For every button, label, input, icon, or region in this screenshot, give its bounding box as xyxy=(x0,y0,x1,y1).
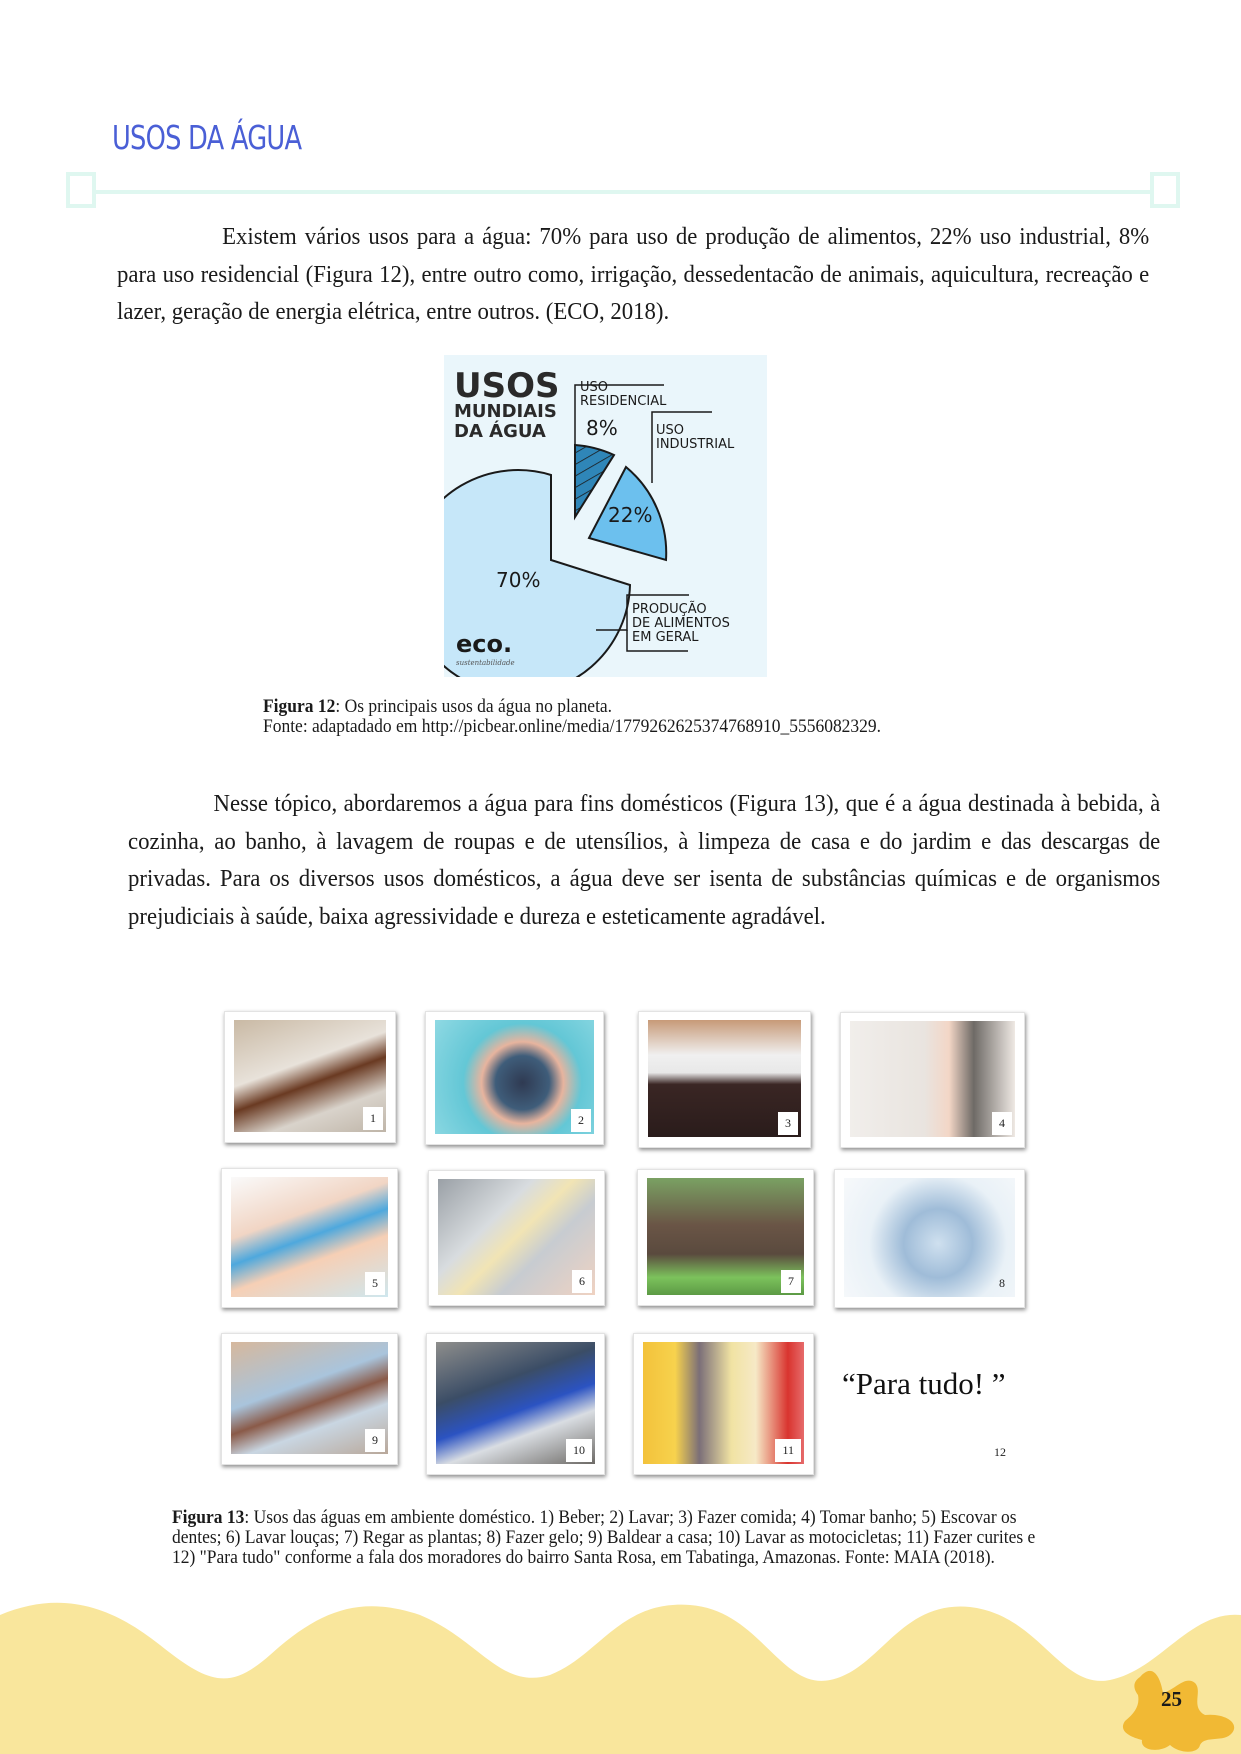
photo-number: 4 xyxy=(992,1112,1012,1135)
para-tudo-number: 12 xyxy=(994,1445,1006,1459)
label-alimentos-2: DE ALIMENTOS xyxy=(632,616,730,631)
chart-title-line3: DA ÁGUA xyxy=(454,421,546,442)
page-number: 25 xyxy=(1161,1687,1182,1711)
divider-cap-left xyxy=(66,172,96,208)
photo-number: 9 xyxy=(365,1429,385,1452)
label-residencial-1: USO xyxy=(580,380,608,395)
chart-title-line2: MUNDIAIS xyxy=(454,401,557,422)
label-alimentos-1: PRODUÇÃO xyxy=(632,602,707,617)
photo-number: 7 xyxy=(781,1270,801,1293)
figure12-caption-source: Fonte: adaptadado em http://picbear.online/media/1779262625374768910_5556082329. xyxy=(263,716,882,737)
para-tudo-quote: “Para tudo! ” xyxy=(842,1366,1006,1401)
photo-5-escovar-dentes xyxy=(221,1168,398,1308)
photo-8-fazer-gelo xyxy=(834,1169,1025,1308)
figure12-caption-label: Figura 12 xyxy=(263,696,336,717)
domestic-use-paragraph xyxy=(128,785,1160,935)
figure13-caption xyxy=(172,1508,1055,1568)
figure12-caption-text: : Os principais usos da água no planeta. xyxy=(335,696,613,717)
figure13-caption-text: : Usos das águas em ambiente doméstico. 1) Beber; 2) Lavar; 3) Fazer comida; 4) Tomar banho; 5) Escovar os dentes; 6) Lavar louças; 7) Regar as plantas; 8) Fazer gelo; 9) Baldear a casa; 10) Lavar as motocicletas; 11) Fazer curites e 12) "Para tudo" conforme a fala dos moradores do bairro Santa Rosa, em Tabatinga, Amazonas. Fonte: MAIA (2018). xyxy=(172,1507,1036,1568)
section-title: USOS DA ÁGUA xyxy=(112,118,302,157)
value-residencial: 8% xyxy=(586,416,618,440)
label-industrial-2: INDUSTRIAL xyxy=(656,437,735,452)
photo-2-lavar xyxy=(425,1011,604,1145)
water-uses-pie-chart xyxy=(444,355,767,677)
photo-number: 1 xyxy=(363,1107,383,1130)
photo-1-beber xyxy=(224,1011,396,1143)
photo-number: 3 xyxy=(778,1112,798,1135)
photo-4-tomar-banho xyxy=(840,1012,1025,1148)
value-alimentos: 70% xyxy=(496,568,541,592)
photo-3-fazer-comida xyxy=(638,1011,811,1148)
label-alimentos-3: EM GERAL xyxy=(632,630,699,645)
intro-paragraph xyxy=(117,218,1149,331)
figure12-caption xyxy=(263,697,1091,737)
photo-number: 5 xyxy=(365,1272,385,1295)
photo-number: 2 xyxy=(571,1109,591,1132)
divider-cap-right xyxy=(1150,172,1180,208)
footer-wave xyxy=(0,1595,1241,1754)
photo-number: 6 xyxy=(572,1270,592,1293)
eco-logo-tagline: sustentabilidade xyxy=(456,659,515,667)
eco-logo: eco. xyxy=(456,630,513,658)
figure13-caption-label: Figura 13 xyxy=(172,1507,245,1528)
photo-9-baldear-casa xyxy=(221,1333,398,1465)
label-industrial-1: USO xyxy=(656,423,684,438)
photo-11-fazer-curites xyxy=(633,1333,814,1475)
label-residencial-2: RESIDENCIAL xyxy=(580,394,667,409)
photo-6-lavar-loucas xyxy=(428,1170,605,1306)
photo-10-lavar-motocicletas xyxy=(426,1333,605,1475)
photo-number: 10 xyxy=(566,1439,592,1462)
photo-number: 8 xyxy=(999,1276,1005,1290)
chart-title-line1: USOS xyxy=(454,366,560,406)
photo-7-regar-plantas xyxy=(637,1169,814,1306)
photo-number: 11 xyxy=(775,1439,801,1462)
intro-paragraph-text: Existem vários usos para a água: 70% para uso de produção de alimentos, 22% uso industrial, 8% para uso residencial (Figura 12), entre outro como, irrigação, dessedentacão de animais, aquicultura, recreação e lazer, geração de energia elétrica, entre outros. (ECO, 2018). xyxy=(117,223,1150,325)
domestic-use-paragraph-text: Nesse tópico, abordaremos a água para fins domésticos (Figura 13), que é a água destinada à bebida, à cozinha, ao banho, à lavagem de roupas e de utensílios, à limpeza de casa e do jardim e das descargas de privadas. Para os diversos usos domésticos, a água deve ser isenta de substâncias químicas e de organismos prejudiciais à saúde, baixa agressividade e dureza e esteticamente agradável. xyxy=(128,790,1161,930)
value-industrial: 22% xyxy=(608,503,653,527)
title-divider xyxy=(72,190,1170,194)
